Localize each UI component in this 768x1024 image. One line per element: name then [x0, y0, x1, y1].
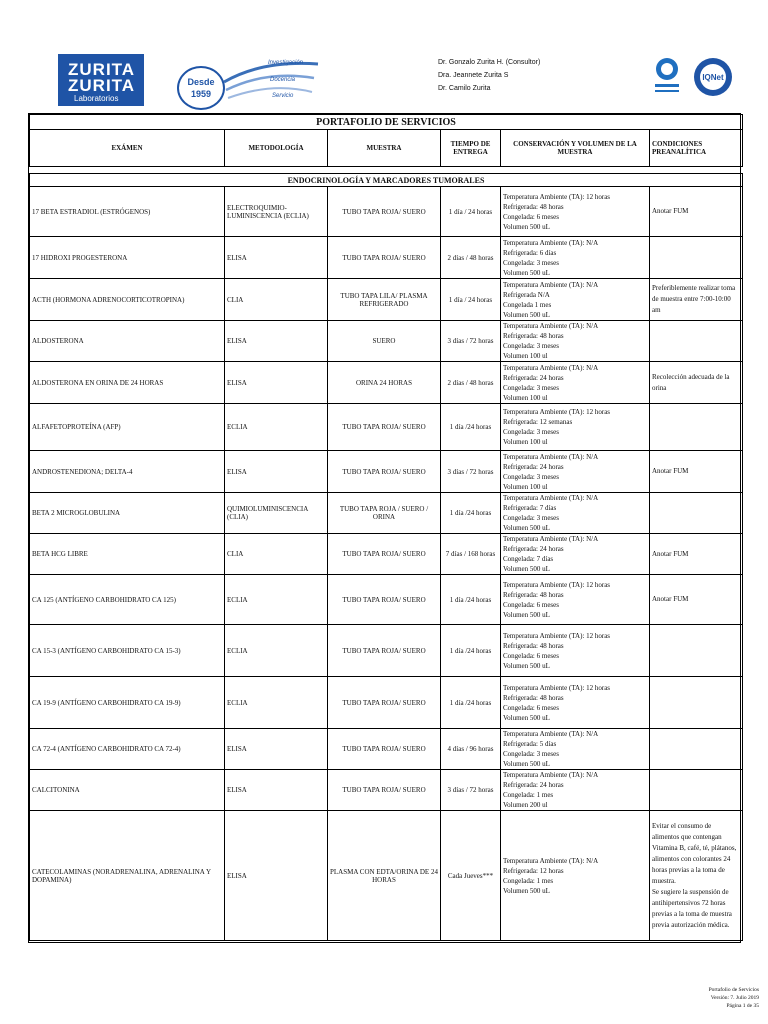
- doctor-3: Dr. Camilo Zurita: [438, 85, 491, 92]
- conservation-line: Volumen 500 uL: [503, 713, 550, 722]
- exam-cell: 17 BETA ESTRADIOL (ESTRÓGENOS): [30, 187, 225, 237]
- conservation-line: Temperatura Ambiente (TA): N/A: [503, 363, 599, 372]
- exam-cell: ANDROSTENEDIONA; DELTA-4: [30, 451, 225, 493]
- time-cell: 1 día /24 horas: [441, 625, 501, 677]
- iqnet-text: IQNet: [702, 73, 724, 82]
- seal-line-2: 1959: [190, 89, 212, 99]
- table-row: [30, 677, 743, 729]
- conservation-line: Volumen 500 uL: [503, 268, 550, 277]
- services-table: [29, 114, 743, 941]
- col-header-exam: EXÁMEN: [30, 130, 225, 167]
- time-cell: 2 días / 48 horas: [441, 237, 501, 279]
- table-row: [30, 187, 743, 237]
- time-cell: 7 días / 168 horas: [441, 534, 501, 575]
- conservation-line: Temperatura Ambiente (TA): N/A: [503, 771, 599, 779]
- conservation-line: Temperatura Ambiente (TA): N/A: [503, 856, 599, 865]
- conservation-line: Temperatura Ambiente (TA): 12 horas: [503, 192, 611, 201]
- conditions-cell: [650, 625, 743, 677]
- conditions-cell: [650, 677, 743, 729]
- method-cell: CLIA: [225, 279, 328, 321]
- swoosh-logo: [222, 52, 322, 106]
- conservation-line: Congelada 1 mes: [503, 300, 552, 309]
- conservation-line: Refrigerada: 48 horas: [503, 693, 564, 702]
- method-cell: ELISA: [225, 729, 328, 770]
- exam-cell: BETA 2 MICROGLOBULINA: [30, 493, 225, 534]
- title-row: [30, 115, 743, 130]
- conditions-cell: Recolección adecuada de la orina: [650, 362, 743, 404]
- sample-cell: TUBO TAPA ROJA/ SUERO: [328, 729, 441, 770]
- doctor-1: Dr. Gonzalo Zurita H. (Consultor): [438, 59, 541, 66]
- conservation-line: Temperatura Ambiente (TA): N/A: [503, 322, 599, 330]
- page-footer: [709, 986, 759, 1010]
- table-row: [30, 362, 743, 404]
- conditions-cell: Anotar FUM: [650, 534, 743, 575]
- conservation-cell: [501, 362, 650, 404]
- conservation-line: Volumen 500 uL: [503, 760, 550, 768]
- logo-line-1: ZURITA: [68, 60, 136, 79]
- conservation-cell: [501, 729, 650, 770]
- time-cell: Cada Jueves***: [441, 811, 501, 941]
- method-cell: QUIMIOLUMINISCENCIA (CLIA): [225, 493, 328, 534]
- conservation-line: Congelada: 6 meses: [503, 212, 559, 221]
- exam-cell: ALDOSTERONA: [30, 321, 225, 362]
- conservation-line: Temperatura Ambiente (TA): N/A: [503, 535, 599, 543]
- conservation-line: Congelada: 1 mes: [503, 876, 554, 885]
- conservation-line: Congelada: 3 meses: [503, 342, 559, 350]
- exam-cell: CA 15-3 (ANTÍGENO CARBOHIDRATO CA 15-3): [30, 625, 225, 677]
- method-cell: CLIA: [225, 534, 328, 575]
- conservation-cell: [501, 187, 650, 237]
- conditions-cell: Anotar FUM: [650, 187, 743, 237]
- time-cell: 1 día /24 horas: [441, 575, 501, 625]
- conservation-line: Refrigerada: 48 horas: [503, 590, 564, 599]
- time-cell: 4 días / 96 horas: [441, 729, 501, 770]
- conservation-line: Refrigerada: 24 horas: [503, 462, 564, 471]
- logo-line-3: Laboratorios: [74, 94, 119, 103]
- conservation-line: Temperatura Ambiente (TA): 12 horas: [503, 683, 611, 692]
- since-1959-seal: [177, 66, 225, 110]
- exam-cell: BETA HCG LIBRE: [30, 534, 225, 575]
- table-row: [30, 811, 743, 941]
- method-cell: ELISA: [225, 811, 328, 941]
- table-body: [30, 187, 743, 941]
- conservation-line: Volumen 100 ul: [503, 393, 548, 402]
- method-cell: ELECTROQUIMIO-LUMINISCENCIA (ECLIA): [225, 187, 328, 237]
- sample-cell: TUBO TAPA ROJA/ SUERO: [328, 237, 441, 279]
- sample-cell: TUBO TAPA ROJA/ SUERO: [328, 770, 441, 811]
- conservation-line: Refrigerada: 24 horas: [503, 781, 564, 789]
- method-cell: ELISA: [225, 237, 328, 279]
- iqnet-certified-icon: [692, 56, 734, 98]
- footer-line-2: Versión: 7. Julio 2019: [710, 995, 759, 1001]
- conditions-cell: Anotar FUM: [650, 451, 743, 493]
- table-row: [30, 451, 743, 493]
- method-cell: ELISA: [225, 362, 328, 404]
- conservation-line: Refrigerada: 6 días: [503, 248, 557, 257]
- conservation-line: Refrigerada: 24 horas: [503, 545, 564, 553]
- conservation-line: Refrigerada N/A: [503, 290, 550, 299]
- table-row: [30, 321, 743, 362]
- conditions-cell: Anotar FUM: [650, 575, 743, 625]
- conservation-line: Volumen 500 uL: [503, 610, 550, 619]
- conservation-line: Congelada: 6 meses: [503, 600, 559, 609]
- method-cell: ECLIA: [225, 677, 328, 729]
- conditions-cell: [650, 770, 743, 811]
- sample-cell: PLASMA CON EDTA/ORINA DE 24 HORAS: [328, 811, 441, 941]
- conservation-line: Refrigerada: 7 días: [503, 504, 557, 512]
- time-cell: 3 días / 72 horas: [441, 321, 501, 362]
- conditions-cell: Preferiblemente realizar toma de muestra entre 7:00-10:00 am: [650, 279, 743, 321]
- conservation-line: Volumen 100 ul: [503, 352, 548, 360]
- certification-badge-icon: [653, 56, 681, 100]
- conservation-cell: [501, 237, 650, 279]
- conservation-cell: [501, 770, 650, 811]
- sample-cell: TUBO TAPA LILA/ PLASMA REFRIGERADO: [328, 279, 441, 321]
- footer-line-3: Página 1 de 35: [726, 1003, 759, 1009]
- sample-cell: TUBO TAPA ROJA / SUERO / ORINA: [328, 493, 441, 534]
- method-cell: ELISA: [225, 451, 328, 493]
- table-row: [30, 575, 743, 625]
- conservation-line: Congelada: 3 meses: [503, 383, 559, 392]
- time-cell: 1 día / 24 horas: [441, 279, 501, 321]
- conservation-line: Refrigerada: 12 horas: [503, 866, 564, 875]
- doctors-list: [438, 56, 540, 95]
- conditions-cell: Evitar el consumo de alimentos que contengan Vitamina B, café, té, plátanos, alimentos con colorantes 24 horas previas a la toma de muestra. Se sugiere la suspensión de antihipertensivos 72 horas previas a la toma de muestra previa autorización médica.: [650, 811, 743, 941]
- table-row: [30, 493, 743, 534]
- sample-cell: TUBO TAPA ROJA/ SUERO: [328, 677, 441, 729]
- col-header-conservation: CONSERVACIÓN Y VOLUMEN DE LA MUESTRA: [501, 130, 650, 167]
- conservation-line: Volumen 500 uL: [503, 310, 550, 319]
- conservation-cell: [501, 493, 650, 534]
- col-header-sample: MUESTRA: [328, 130, 441, 167]
- doctor-2: Dra. Jeannete Zurita S: [438, 72, 509, 79]
- conservation-line: Congelada: 3 meses: [503, 472, 559, 481]
- method-cell: ELISA: [225, 321, 328, 362]
- footer-line-1: Portafolio de Servicios: [708, 987, 759, 993]
- conditions-cell: [650, 729, 743, 770]
- conservation-line: Congelada: 3 meses: [503, 428, 559, 436]
- table-row: [30, 729, 743, 770]
- conservation-cell: [501, 404, 650, 451]
- table-row: [30, 770, 743, 811]
- conservation-line: Volumen 500 uL: [503, 886, 550, 895]
- conservation-line: Volumen 500 uL: [503, 524, 550, 532]
- conservation-cell: [501, 677, 650, 729]
- conservation-line: Volumen 100 ul: [503, 438, 548, 446]
- method-cell: ELISA: [225, 770, 328, 811]
- conservation-line: Temperatura Ambiente (TA): N/A: [503, 452, 599, 461]
- swoosh-word-2: Docencia: [270, 77, 296, 83]
- conservation-line: Refrigerada: 5 días: [503, 740, 557, 748]
- sample-cell: TUBO TAPA ROJA/ SUERO: [328, 534, 441, 575]
- conservation-cell: [501, 534, 650, 575]
- conservation-line: Temperatura Ambiente (TA): 12 horas: [503, 631, 611, 640]
- conditions-cell: [650, 237, 743, 279]
- conservation-line: Refrigerada: 48 horas: [503, 641, 564, 650]
- exam-cell: CA 125 (ANTÍGENO CARBOHIDRATO CA 125): [30, 575, 225, 625]
- conservation-line: Temperatura Ambiente (TA): N/A: [503, 494, 599, 502]
- exam-cell: CA 72-4 (ANTÍGENO CARBOHIDRATO CA 72-4): [30, 729, 225, 770]
- conservation-line: Refrigerada: 24 horas: [503, 373, 564, 382]
- time-cell: 2 días / 48 horas: [441, 362, 501, 404]
- conservation-line: Volumen 500 uL: [503, 222, 550, 231]
- exam-cell: CA 19-9 (ANTÍGENO CARBOHIDRATO CA 19-9): [30, 677, 225, 729]
- table-row: [30, 625, 743, 677]
- table-row: [30, 237, 743, 279]
- table-row: [30, 279, 743, 321]
- sample-cell: TUBO TAPA ROJA/ SUERO: [328, 451, 441, 493]
- exam-cell: CATECOLAMINAS (NORADRENALINA, ADRENALINA Y DOPAMINA): [30, 811, 225, 941]
- time-cell: 3 días / 72 horas: [441, 451, 501, 493]
- sample-cell: ORINA 24 HORAS: [328, 362, 441, 404]
- conservation-line: Volumen 500 uL: [503, 661, 550, 670]
- sample-cell: SUERO: [328, 321, 441, 362]
- time-cell: 1 día /24 horas: [441, 677, 501, 729]
- section-row: [30, 174, 743, 187]
- sample-cell: TUBO TAPA ROJA/ SUERO: [328, 404, 441, 451]
- sample-cell: TUBO TAPA ROJA/ SUERO: [328, 575, 441, 625]
- method-cell: ECLIA: [225, 625, 328, 677]
- method-cell: ECLIA: [225, 575, 328, 625]
- services-table-frame: [28, 113, 741, 943]
- swoosh-word-3: Servicio: [272, 93, 294, 99]
- conservation-cell: [501, 321, 650, 362]
- method-cell: ECLIA: [225, 404, 328, 451]
- col-header-conditions: CONDICIONES PREANALÍTICA: [650, 130, 743, 167]
- conservation-cell: [501, 625, 650, 677]
- sample-cell: TUBO TAPA ROJA/ SUERO: [328, 625, 441, 677]
- conservation-line: Congelada: 3 meses: [503, 750, 559, 758]
- table-row: [30, 534, 743, 575]
- conditions-cell: [650, 404, 743, 451]
- conservation-line: Temperatura Ambiente (TA): N/A: [503, 238, 599, 247]
- conservation-line: Temperatura Ambiente (TA): 12 horas: [503, 580, 611, 589]
- conditions-cell: [650, 321, 743, 362]
- logo-line-2: ZURITA: [68, 76, 136, 95]
- conservation-line: Congelada: 6 meses: [503, 703, 559, 712]
- exam-cell: ALDOSTERONA EN ORINA DE 24 HORAS: [30, 362, 225, 404]
- conservation-line: Congelada: 6 meses: [503, 651, 559, 660]
- col-header-time: TIEMPO DE ENTREGA: [441, 130, 501, 167]
- conservation-line: Refrigerada: 12 semanas: [503, 418, 573, 426]
- conservation-line: Volumen 200 ul: [503, 801, 548, 809]
- conservation-line: Volumen 100 ul: [503, 482, 548, 491]
- conservation-line: Refrigerada: 48 horas: [503, 332, 564, 340]
- conservation-cell: [501, 811, 650, 941]
- time-cell: 3 días / 72 horas: [441, 770, 501, 811]
- conservation-cell: [501, 279, 650, 321]
- column-header-row: [30, 130, 743, 167]
- conservation-line: Volumen 500 uL: [503, 565, 550, 573]
- conservation-line: Congelada: 7 días: [503, 555, 554, 563]
- time-cell: 1 día /24 horas: [441, 404, 501, 451]
- conservation-line: Temperatura Ambiente (TA): N/A: [503, 730, 599, 738]
- conservation-line: Congelada: 3 meses: [503, 514, 559, 522]
- conservation-cell: [501, 575, 650, 625]
- exam-cell: CALCITONINA: [30, 770, 225, 811]
- exam-cell: 17 HIDROXI PROGESTERONA: [30, 237, 225, 279]
- conservation-line: Temperatura Ambiente (TA): 12 horas: [503, 408, 611, 416]
- page-header: [0, 0, 768, 112]
- conditions-cell: [650, 493, 743, 534]
- conservation-line: Congelada: 3 meses: [503, 258, 559, 267]
- conservation-cell: [501, 451, 650, 493]
- spacer-row: [30, 167, 743, 174]
- time-cell: 1 día / 24 horas: [441, 187, 501, 237]
- swoosh-word-1: Investigación: [268, 60, 304, 66]
- exam-cell: ALFAFETOPROTEÍNA (AFP): [30, 404, 225, 451]
- time-cell: 1 día /24 horas: [441, 493, 501, 534]
- conservation-line: Temperatura Ambiente (TA): N/A: [503, 280, 599, 289]
- col-header-method: METODOLOGÍA: [225, 130, 328, 167]
- seal-line-1: Desde: [187, 77, 215, 87]
- exam-cell: ACTH (HORMONA ADRENOCORTICOTROPINA): [30, 279, 225, 321]
- table-title: PORTAFOLIO DE SERVICIOS: [30, 115, 743, 130]
- conservation-line: Refrigerada: 48 horas: [503, 202, 564, 211]
- sample-cell: TUBO TAPA ROJA/ SUERO: [328, 187, 441, 237]
- conservation-line: Congelada: 1 mes: [503, 791, 554, 799]
- section-title: ENDOCRINOLOGÍA Y MARCADORES TUMORALES: [30, 174, 743, 187]
- zurita-logo: [58, 54, 144, 106]
- table-row: [30, 404, 743, 451]
